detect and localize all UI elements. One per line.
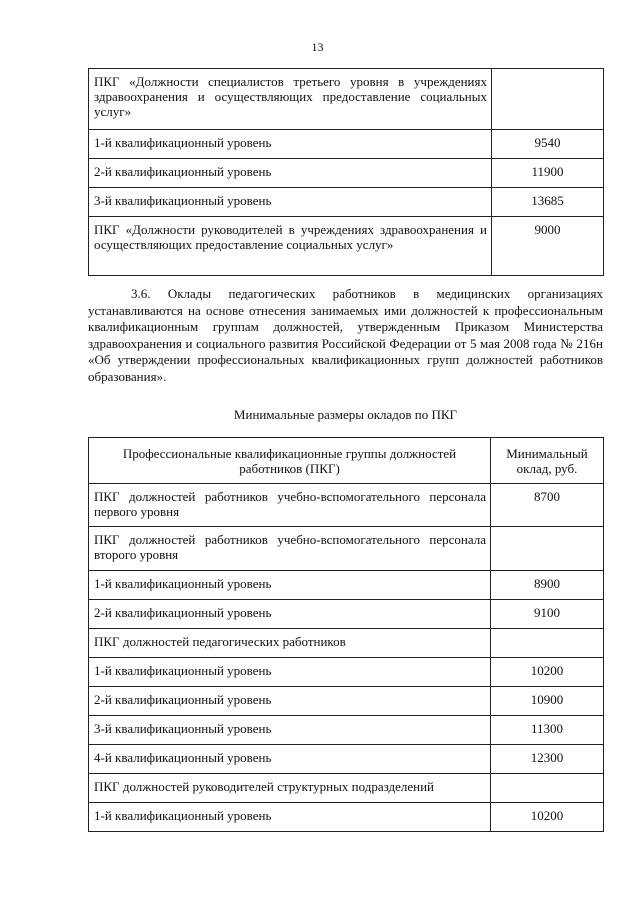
salary-table-medical [88,68,604,276]
table-row [89,629,604,658]
row-value: 9100 [491,600,604,629]
row-name: ПКГ должностей работников учебно-вспомогательного персонала первого уровня [89,484,491,527]
column-header-salary: Минимальный оклад, руб. [491,438,604,484]
row-value [492,69,604,130]
row-name: ПКГ должностей руководителей структурных подразделений [89,774,491,803]
row-value: 10200 [491,658,604,687]
row-name: ПКГ «Должности специалистов третьего уровня в учреждениях здравоохранения и осуществляющих предоставление социальных услуг» [89,69,492,130]
row-value: 10900 [491,687,604,716]
table-row [89,658,604,687]
row-name: 1-й квалификационный уровень [89,130,492,159]
row-value: 13685 [492,188,604,217]
row-value [491,527,604,571]
paragraph-3-6: 3.6. Оклады педагогических работников в медицинских организациях устанавливаются на основе отнесения занимаемых ими должностей к профессиональным квалификационным группам должностей, утвержденным Приказом Министерства здравоохранения и социального развития Российской Федерации от 5 мая 2008 года № 216н «Об утверждении профессиональных квалификационных групп должностей работников образования». [88,286,603,384]
row-name: 4-й квалификационный уровень [89,745,491,774]
row-name: 1-й квалификационный уровень [89,571,491,600]
salary-table-pedagogical [88,437,604,832]
table-row [89,217,604,276]
table-caption: Минимальные размеры окладов по ПКГ [233,407,458,422]
row-value: 10200 [491,803,604,832]
row-name: 2-й квалификационный уровень [89,687,491,716]
table-row [89,188,604,217]
table-row [89,774,604,803]
row-name: 3-й квалификационный уровень [89,716,491,745]
table-row [89,745,604,774]
table-row [89,484,604,527]
row-value [491,774,604,803]
table-row [89,687,604,716]
row-value: 12300 [491,745,604,774]
row-name: 2-й квалификационный уровень [89,159,492,188]
table-row [89,527,604,571]
table-row [89,803,604,832]
row-name: ПКГ должностей педагогических работников [89,629,491,658]
table-row [89,716,604,745]
row-name: 1-й квалификационный уровень [89,803,491,832]
table-row [89,571,604,600]
row-value: 8900 [491,571,604,600]
row-value: 8700 [491,484,604,527]
row-name: ПКГ «Должности руководителей в учреждениях здравоохранения и осуществляющих предоставление социальных услуг» [89,217,492,276]
row-value: 9000 [492,217,604,276]
table-row [89,69,604,130]
row-value [491,629,604,658]
column-header-groups: Профессиональные квалификационные группы должностей работников (ПКГ) [89,438,491,484]
table-row [89,159,604,188]
table-row [89,600,604,629]
row-name: 2-й квалификационный уровень [89,600,491,629]
page-number: 13 [311,40,324,54]
row-value: 11300 [491,716,604,745]
row-name: ПКГ должностей работников учебно-вспомогательного персонала второго уровня [89,527,491,571]
table-row [89,130,604,159]
row-value: 9540 [492,130,604,159]
row-value: 11900 [492,159,604,188]
table-header-row [89,438,604,484]
row-name: 1-й квалификационный уровень [89,658,491,687]
row-name: 3-й квалификационный уровень [89,188,492,217]
